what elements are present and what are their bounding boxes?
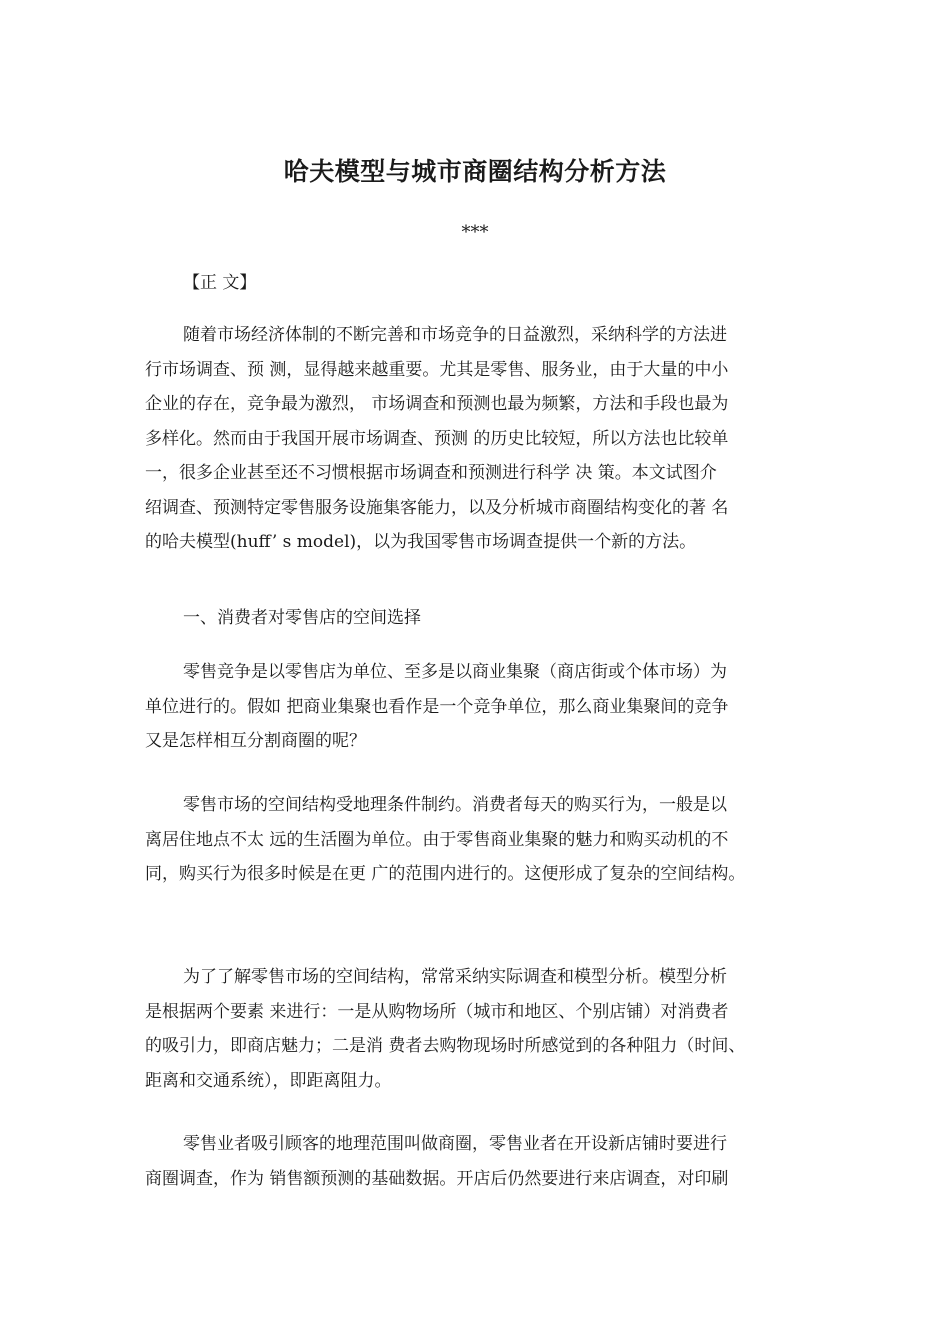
paragraph-line: 行市场调查、预 测，显得越来越重要。尤其是零售、服务业，由于大量的中小 (145, 359, 729, 380)
paragraph-intro (145, 318, 825, 560)
document-title: 哈夫模型与城市商圈结构分析方法 (283, 157, 667, 186)
paragraph-line: 零售业者吸引顾客的地理范围叫做商圈，零售业者在开设新店铺时要进行 (183, 1134, 727, 1154)
section-label: 【正 文】 (183, 273, 257, 293)
paragraph-line: 随着市场经济体制的不断完善和市场竞争的日益激烈，采纳科学的方法进 (183, 325, 727, 345)
paragraph-line: 企业的存在，竞争最为激烈， 市场调查和预测也最为频繁，方法和手段也最为 (145, 394, 729, 414)
paragraph-model-analysis (145, 960, 825, 1098)
paragraph-line: 零售市场的空间结构受地理条件制约。消费者每天的购买行为，一般是以 (183, 795, 727, 815)
paragraph-line: 距离和交通系统），即距离阻力。 (145, 1070, 392, 1091)
paragraph-competition (145, 655, 825, 759)
paragraph-line: 一，很多企业甚至还不习惯根据市场调查和预测进行科学 决 策。本文试图介 (145, 463, 717, 483)
section-heading: 一、消费者对零售店的空间选择 (183, 608, 421, 628)
paragraph-line: 离居住地点不太 远的生活圈为单位。由于零售商业集聚的魅力和购买动机的不 (145, 829, 729, 850)
paragraph-line: 是根据两个要素 来进行：一是从购物场所（城市和地区、个别店铺）对消费者 (145, 1001, 729, 1022)
paragraph-line: 多样化。然而由于我国开展市场调查、预测 的历史比较短，所以方法也比较单 (145, 428, 729, 449)
paragraph-line: 零售竞争是以零售店为单位、至多是以商业集聚（商店街或个体市场）为 (183, 662, 727, 682)
paragraph-line: 单位进行的。假如 把商业集聚也看作是一个竞争单位，那么商业集聚间的竞争 (145, 696, 729, 717)
paragraph-line: 为了了解零售市场的空间结构，常常采纳实际调查和模型分析。模型分析 (183, 967, 727, 987)
paragraph-line: 绍调查、预测特定零售服务设施集客能力，以及分析城市商圈结构变化的著 名 (145, 497, 729, 518)
paragraph-line: 又是怎样相互分割商圈的呢？ (145, 731, 366, 751)
paragraph-line: 的吸引力，即商店魅力；二是消 费者去购物现场时所感觉到的各种阻力（时间、 (145, 1036, 746, 1056)
document-author: *** (461, 222, 489, 243)
paragraph-line: 的哈夫模型(huff’ s model)，以为我国零售市场调查提供一个新的方法。 (145, 532, 697, 552)
paragraph-line: 同，购买行为很多时候是在更 广的范围内进行的。这便形成了复杂的空间结构。 (145, 864, 746, 884)
paragraph-spatial-structure (145, 788, 825, 892)
paragraph-trade-area (145, 1127, 825, 1196)
paragraph-line: 商圈调查，作为 销售额预测的基础数据。开店后仍然要进行来店调查，对印刷 (145, 1168, 729, 1189)
